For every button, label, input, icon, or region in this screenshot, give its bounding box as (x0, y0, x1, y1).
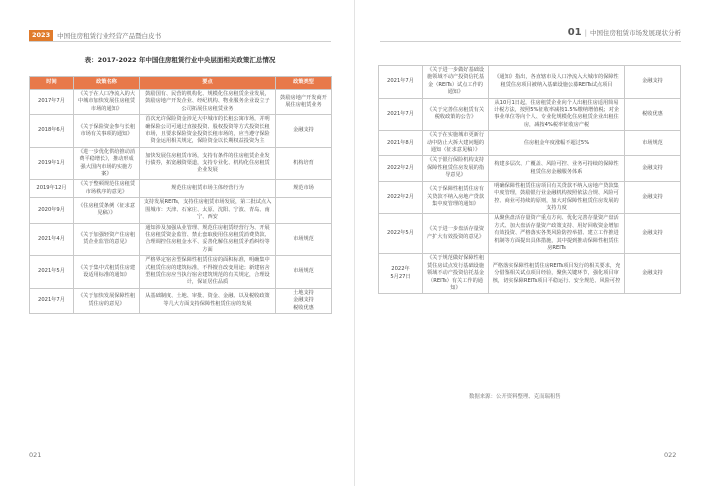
cell-policy-type (276, 198, 332, 223)
table-row (30, 147, 332, 180)
cell-policy-type: 金融支持 (625, 156, 681, 181)
table-row (30, 115, 332, 148)
cell-policy-name: 《关于进一步盘活存量资产扩大有效投资的意见》 (423, 214, 489, 254)
cell-policy-type: 市场规范 (625, 131, 681, 156)
cell-policy-type: 土地支持 金融支持 税收优惠 (276, 288, 332, 313)
right-header (568, 27, 681, 38)
page-number-right: 022 (664, 451, 677, 459)
table-row (379, 214, 681, 254)
cell-key-points: 《通知》指出，各直辖市及人口净流入大城市的保障性租赁住房项目被纳入基础设施公募REITs试点项目 (489, 66, 625, 99)
cell-key-points: 构建多层次、广覆盖、风险可控、业务可持续的保障性租赁住房金融服务体系 (489, 156, 625, 181)
table-row (379, 131, 681, 156)
cell-policy-name: 《关于在人口净流入的大中城市加快发展住房租赁市场的通知》 (74, 90, 140, 115)
cell-key-points: 明确保障性租赁住房项目有关贷款不纳入房地产贷款集中度管理，鼓励银行业金融机构按照依法合规、风险可控、商业可持续的原则，加大对保障性租赁住房发展的支持力度 (489, 181, 625, 214)
cell-policy-name: 《关于规范做好保障性租赁住房试点发行基础设施领域不动产投资信托基金（REITs）有关工作的通知》 (423, 254, 489, 294)
table-row (30, 223, 332, 256)
cell-key-points: 鼓励国有、民营的机构化、规模化住房租赁企业发展，鼓励房地产开发企业、经纪机构、物业服务企业设立子公司拓展住房租赁业务 (140, 90, 276, 115)
cell-key-points: 严格落实保障性租赁住房REITs项目发行的相关要求，充分借鉴相关试点项目经验，聚焦关键环节，强化项目审核，切实保障REITs项目平稳运行、安全规范、风险可控 (489, 254, 625, 294)
table-row (379, 156, 681, 181)
cell-key-points: 住房租金年度涨幅不超过5% (489, 131, 625, 156)
cell-time: 2022年 5月27日 (379, 254, 423, 294)
header-separator: | (584, 29, 587, 37)
cell-policy-name: 《关于加强轻资产住房租赁企业监管的意见》 (74, 223, 140, 256)
cell-time: 2021年8月 (379, 131, 423, 156)
cell-key-points: 严格界定宿舍型保障性租赁住房的面积标准，明确集中式租赁住房的建筑标准，不得擅自改变用途；新建宿舍型租赁住房应当执行宿舍建筑规范的有关规定，合理设计，保证居住品质 (140, 256, 276, 289)
cell-policy-name: 《关于集中式租赁住房建设适用标准的通知》 (74, 256, 140, 289)
cell-policy-name: 《关于保障性租赁住房有关贷款不纳入房地产贷款集中度管理的通知》 (423, 181, 489, 214)
chapter-number: 01 (567, 27, 582, 38)
cell-policy-type: 金融支持 (276, 115, 332, 148)
cell-key-points: 支持发展REITs，支持住房租赁市场发展，第二批试点入围城市：天津、石家庄、太原、沈阳、宁波、青岛、南宁、西安 (140, 198, 276, 223)
cell-key-points: 首次允许保险资金涉足大中城市的长租公寓市场，并明确保险公司可通过直接投资、股权投资等方式投资长租市场，且要求保险资金投资长租市场的，应当遵守保险资金运用相关规定，保险资金以长期权益投资为主 (140, 115, 276, 148)
right-header-title: 中国住房租赁市场发展现状分析 (590, 29, 681, 37)
col-header-policy: 政策名称 (74, 77, 140, 90)
cell-policy-name: 《关于完善住房租赁有关税收政策的公告》 (423, 98, 489, 131)
table-row (30, 90, 332, 115)
cell-time: 2022年5月 (379, 214, 423, 254)
table-row (379, 98, 681, 131)
cell-time: 2017年7月 (30, 90, 74, 115)
cell-policy-type: 市场规范 (276, 223, 332, 256)
right-header-rule (380, 41, 681, 42)
cell-time: 2022年2月 (379, 156, 423, 181)
table-row (379, 181, 681, 214)
cell-policy-type: 金融支持 (625, 66, 681, 99)
table-title: 表：2017-2022 年中国住房租赁行业中央层面相关政策汇总情况 (84, 56, 276, 64)
left-header (29, 29, 161, 41)
cell-time: 2021年7月 (30, 288, 74, 313)
cell-policy-type: 税收优惠 (625, 98, 681, 131)
table-row (379, 66, 681, 99)
cell-time: 2019年12月 (30, 180, 74, 198)
policy-table-left (29, 76, 332, 314)
cell-policy-name: 《关于在实施城市更新行动中防止大拆大建问题的通知（征求意见稿）》 (423, 131, 489, 156)
cell-key-points: 从聚焦盘活存量资产重点方向、优化完善存量资产盘活方式、加大盘活存量资产政策支持、用好回收资金增加有效投资、严格落实各类风险防控举措、建立工作推进机制等方面提出具体措施，其中提到推动保障性租赁住房REITs (489, 214, 625, 254)
table-row (30, 256, 332, 289)
cell-time: 2018年6月 (30, 115, 74, 148)
cell-policy-type: 金融支持 (625, 181, 681, 214)
cell-policy-type: 鼓励房地产开发商开展住房租赁业务 (276, 90, 332, 115)
cell-policy-name: 《关于整顿规范住房租赁市场秩序的意见》 (74, 180, 140, 198)
cell-policy-name: 《关于保险资金参与长租市场有关事项的通知》 (74, 115, 140, 148)
table-row (30, 198, 332, 223)
cell-time: 2021年4月 (30, 223, 74, 256)
cell-time: 2022年2月 (379, 181, 423, 214)
cell-policy-name: 《关于加快发展保障性租赁住房的意见》 (74, 288, 140, 313)
cell-time: 2021年7月 (379, 66, 423, 99)
cell-key-points: 规范住房租赁市场主体经营行为 (140, 180, 276, 198)
cell-time: 2021年7月 (379, 98, 423, 131)
col-header-type: 政策类型 (276, 77, 332, 90)
cell-key-points: 加快发展住房租赁市场，支持有条件的住房租赁企业发行债券，拓宽融资渠道，支持专业化、机构化住房租赁企业发展 (140, 147, 276, 180)
col-header-time: 时间 (30, 77, 74, 90)
table-row (30, 180, 332, 198)
left-header-rule (29, 41, 331, 42)
cell-key-points: 从基础制度、土地、审批、资金、金融、以及税收政策等几大方面支持保障性租赁住房的发展 (140, 288, 276, 313)
page-spine (354, 0, 355, 486)
cell-key-points: 通知涉及加强从业管理、规范住房租赁经营行为、开展住房租赁资金监管、禁止套取使用住房租赁消费贷款、合理调控住房租金水平、妥善化解住房租赁矛盾纠纷等方面 (140, 223, 276, 256)
cell-policy-name: 《关于银行保险机构支持保障性租赁住房发展的指导意见》 (423, 156, 489, 181)
cell-key-points: 从10月1日起，住房租赁企业向个人出租住房适用简易计税方法，按照5%征收率减按1.5%缴纳增值税；对企事业单位等向个人、专业化规模化住房租赁企业出租住房，减按4%税率征收房产税 (489, 98, 625, 131)
table-row (30, 288, 332, 313)
year-badge: 2023 (29, 30, 53, 41)
cell-time: 2021年5月 (30, 256, 74, 289)
table-row (379, 254, 681, 294)
cell-policy-type: 金融支持 (625, 254, 681, 294)
cell-policy-name: 《住房租赁条例（征求意见稿）》 (74, 198, 140, 223)
cell-policy-type: 市场规范 (276, 256, 332, 289)
policy-table-right (378, 65, 681, 294)
cell-policy-name: 《关于进一步做好基础设施领域不动产投资信托基金（REITs）试点工作的通知》 (423, 66, 489, 99)
left-header-title: 中国住房租赁行业经营产品暨白皮书 (57, 31, 162, 40)
cell-policy-type: 机构培育 (276, 147, 332, 180)
cell-policy-name: 《进一步优化供给推动消费平稳增长》，推动形成强大国内市场的实施方案》 (74, 147, 140, 180)
cell-policy-type: 金融支持 (625, 214, 681, 254)
cell-time: 2019年1月 (30, 147, 74, 180)
source-note: 数据来源：公开资料整理、克而瑞租售 (469, 394, 561, 400)
cell-policy-type: 规范市场 (276, 180, 332, 198)
cell-time: 2020年9月 (30, 198, 74, 223)
table-header-row (30, 77, 332, 90)
page-number-left: 021 (29, 451, 42, 459)
col-header-key-points: 要点 (140, 77, 276, 90)
